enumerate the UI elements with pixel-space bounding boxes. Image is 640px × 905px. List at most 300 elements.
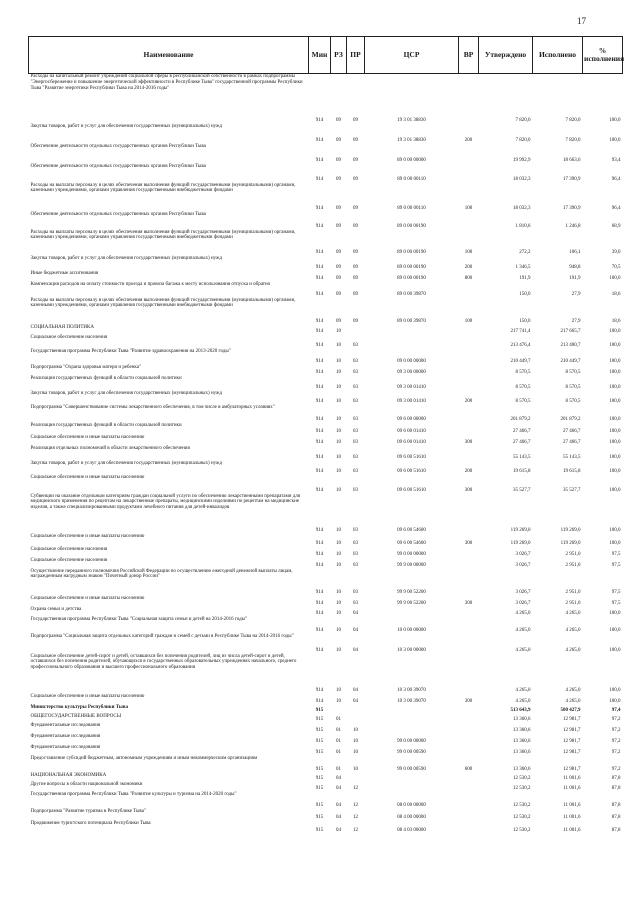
row-pr: 03 xyxy=(353,562,358,568)
table-row xyxy=(29,461,623,475)
row-executed: 12 981,7 xyxy=(563,727,581,733)
row-executed: 17 390,9 xyxy=(563,205,581,211)
row-approved: 513 643,9 xyxy=(510,707,531,713)
row-name: Подпрограмма "Совершенствование системы лекарственного обеспечения, в том числе в амбулаторных условиях" xyxy=(30,404,275,410)
row-pr: 03 xyxy=(353,384,358,390)
row-pr xyxy=(347,705,365,714)
table-row xyxy=(29,654,623,694)
row-approved: 210 449,7 xyxy=(510,358,531,364)
row-pr: 03 xyxy=(353,540,358,546)
row-percent: 100,0 xyxy=(609,687,621,693)
row-name: Обеспечение деятельности отдельных государственных органов Республики Тыва xyxy=(30,211,206,217)
row-csr: 09 6 00 51610 xyxy=(397,454,426,460)
row-vr: 200 xyxy=(464,264,473,270)
table-row xyxy=(29,446,623,461)
row-csr xyxy=(365,782,459,792)
row-vr xyxy=(459,723,479,734)
row-percent: 100,0 xyxy=(609,416,621,422)
row-name: Государственная программа Республики Тыва "Развитие здравоохранения на 2013-2020 годы" xyxy=(30,348,231,354)
table-row xyxy=(29,773,623,782)
row-vr: 300 xyxy=(464,600,473,606)
row-vr xyxy=(459,569,479,596)
row-csr xyxy=(365,325,459,335)
row-vr xyxy=(459,164,479,183)
table-row xyxy=(29,256,623,271)
table-row xyxy=(29,435,623,446)
header-executed: Исполнено xyxy=(533,37,583,74)
row-min: 914 xyxy=(315,249,324,255)
row-percent: 39,0 xyxy=(611,249,621,255)
row-vr xyxy=(459,607,479,617)
row-csr xyxy=(365,335,459,349)
row-pr xyxy=(347,325,365,335)
table-row xyxy=(29,335,623,349)
table-row xyxy=(29,723,623,734)
row-percent: 18,6 xyxy=(611,318,621,324)
row-name: Фундаментальные исследования xyxy=(30,744,101,750)
row-vr: 300 xyxy=(464,698,473,704)
row-percent: 100,0 xyxy=(609,369,621,375)
row-approved: 3 026,7 xyxy=(515,562,531,568)
row-vr xyxy=(459,809,479,821)
row-name: Реализация государственных функций в области социальной политики xyxy=(30,422,182,428)
table-row xyxy=(29,756,623,773)
row-min: 914 xyxy=(315,117,324,123)
row-name: Расходы на капитальный ремонт учреждений социальной сферы в республиканской собственности в рамках подпрограммы "Энергосбережение и повышение энергетической эффективности в Республике Тыва" государственной программы Республики Тыва "Развитие энергетики Республики Тыва на 2014-2016 годы" xyxy=(30,74,303,91)
row-vr: 300 xyxy=(464,540,473,546)
row-executed: 11 001,6 xyxy=(563,814,581,820)
row-pr: 04 xyxy=(353,687,358,693)
row-percent: 96,4 xyxy=(611,176,621,182)
row-csr: 19 3 01 38830 xyxy=(397,117,426,123)
row-rz: 09 xyxy=(336,117,341,123)
table-row xyxy=(29,782,623,792)
row-rz: 10 xyxy=(336,328,341,334)
row-executed: 2 951,0 xyxy=(565,600,581,606)
row-executed: 19 615,8 xyxy=(563,468,581,474)
row-percent: 100,0 xyxy=(609,439,621,445)
row-pr: 10 xyxy=(353,738,358,744)
row-pr: 12 xyxy=(353,827,358,833)
table-row xyxy=(29,212,623,230)
row-percent: 97,2 xyxy=(611,738,621,744)
row-rz: 01 xyxy=(336,766,341,772)
row-csr: 09 6 00 00000 xyxy=(397,416,426,422)
row-name: Подпрограмма "Социальная защита отдельных категорий граждан и семей с детьми в Республике Тыва на 2014-2016 годы" xyxy=(30,633,294,639)
row-name: Закупка товаров, работ и услуг для обеспечения государственных (муниципальных) нужд xyxy=(30,123,223,129)
header-pr: ПР xyxy=(347,37,365,74)
row-rz: 10 xyxy=(336,358,341,364)
table-row xyxy=(29,617,623,634)
row-rz: 04 xyxy=(336,802,341,808)
row-rz: 10 xyxy=(336,600,341,606)
row-min: 914 xyxy=(315,264,324,270)
row-min: 915 xyxy=(315,727,324,733)
row-min: 914 xyxy=(315,428,324,434)
row-approved: 213 476,4 xyxy=(510,342,531,348)
row-csr: 10 3 00 00000 xyxy=(397,647,426,653)
row-executed: 191,9 xyxy=(569,275,581,281)
row-name: Субвенции на оказание отдельным категориям граждан социальной услуги по обеспечению лекарственными препаратами для медицинского применения по рецептам на лекарственные препараты, медицинскими изделиями по рецептам на медицинские изделия, а также специализированными продуктами лечебного питания для детей-инвалидов xyxy=(30,493,301,510)
row-pr: 03 xyxy=(353,416,358,422)
row-pr: 09 xyxy=(353,205,358,211)
row-min: 915 xyxy=(315,775,324,781)
row-rz: 01 xyxy=(336,727,341,733)
row-csr xyxy=(365,773,459,782)
row-percent: 87,8 xyxy=(611,775,621,781)
row-pr: 12 xyxy=(353,802,358,808)
row-vr xyxy=(459,325,479,335)
row-rz: 10 xyxy=(336,468,341,474)
row-csr: 89 0 00 00110 xyxy=(397,176,426,182)
row-approved: 13 360,6 xyxy=(513,749,531,755)
row-min: 914 xyxy=(315,527,324,533)
table-row xyxy=(29,365,623,376)
row-rz: 09 xyxy=(336,176,341,182)
row-min: 914 xyxy=(315,291,324,297)
row-csr: 09 6 00 01410 xyxy=(397,439,426,445)
row-executed: 12 981,7 xyxy=(563,716,581,722)
row-percent: 100,0 xyxy=(609,328,621,334)
row-executed: 210 449,7 xyxy=(560,358,581,364)
row-percent: 100,0 xyxy=(609,610,621,616)
table-row xyxy=(29,596,623,607)
row-vr xyxy=(459,821,479,834)
row-vr xyxy=(459,773,479,782)
row-csr: 99 0 00 00590 xyxy=(397,749,426,755)
row-rz: 10 xyxy=(336,627,341,633)
row-pr: 03 xyxy=(353,342,358,348)
row-pr: 10 xyxy=(353,727,358,733)
row-min: 914 xyxy=(315,137,324,143)
row-rz: 09 xyxy=(336,223,341,229)
row-executed: 106,1 xyxy=(569,249,581,255)
row-vr xyxy=(459,335,479,349)
page-number: 17 xyxy=(577,16,586,26)
row-rz xyxy=(331,705,347,714)
row-csr: 08 4 03 00000 xyxy=(397,827,426,833)
row-rz: 04 xyxy=(336,814,341,820)
row-percent: 100,0 xyxy=(609,454,621,460)
row-rz: 10 xyxy=(336,398,341,404)
row-name: Социальное обеспечение детей-сирот и детей, оставшихся без попечения родителей, лиц из числа детей-сирот и детей, оставшихся без попечения родителей, обучающихся в государственных образовательных учреждениях начального, среднего профессионального образования и высшего профессионального образования xyxy=(30,653,297,670)
row-vr: 200 xyxy=(464,468,473,474)
row-csr: 09 3 00 01410 xyxy=(397,384,426,390)
row-rz: 04 xyxy=(336,775,341,781)
row-name: Компенсация расходов на оплату стоимости проезда и провоза багажа к месту использования отпуска и обратно xyxy=(30,281,271,287)
row-csr: 19 3 01 38830 xyxy=(397,137,426,143)
row-pr: 09 xyxy=(353,223,358,229)
table-row xyxy=(29,271,623,282)
table-row xyxy=(29,547,623,558)
row-name: Социальное обеспечение и иные выплаты населению xyxy=(30,474,145,480)
row-approved: 4 265,0 xyxy=(515,627,531,633)
row-name: СОЦИАЛЬНАЯ ПОЛИТИКА xyxy=(30,324,94,330)
row-vr xyxy=(459,349,479,365)
row-percent: 100,0 xyxy=(609,540,621,546)
table-row xyxy=(29,144,623,164)
row-min: 914 xyxy=(315,627,324,633)
row-pr: 03 xyxy=(353,454,358,460)
row-rz: 09 xyxy=(336,318,341,324)
row-csr: 10 3 00 39070 xyxy=(397,687,426,693)
row-approved: 4 265,0 xyxy=(515,698,531,704)
row-pr: 09 xyxy=(353,249,358,255)
row-percent: 100,0 xyxy=(609,647,621,653)
table-row xyxy=(29,349,623,365)
row-approved: 12 530,2 xyxy=(513,785,531,791)
row-vr xyxy=(459,547,479,558)
row-rz: 10 xyxy=(336,428,341,434)
table-row xyxy=(29,298,623,325)
row-csr: 89 0 00 39870 xyxy=(397,291,426,297)
table-row xyxy=(29,534,623,547)
table-row xyxy=(29,809,623,821)
row-executed: 11 001,6 xyxy=(563,785,581,791)
row-pr: 04 xyxy=(353,647,358,653)
row-csr: 09 6 00 51610 xyxy=(397,487,426,493)
row-vr: 800 xyxy=(464,275,473,281)
row-executed: 2 951,0 xyxy=(565,562,581,568)
budget-execution-table xyxy=(28,36,623,834)
row-rz: 09 xyxy=(336,205,341,211)
table-row xyxy=(29,694,623,705)
row-name: Подпрограмма "Охрана здоровья матери и ребенка" xyxy=(30,364,142,370)
row-approved: 1 346,5 xyxy=(515,264,531,270)
row-csr: 08 0 00 00000 xyxy=(397,802,426,808)
table-row xyxy=(29,325,623,335)
row-name: НАЦИОНАЛЬНАЯ ЭКОНОМИКА xyxy=(30,772,107,778)
row-min: 914 xyxy=(315,454,324,460)
row-csr: 89 0 00 39870 xyxy=(397,318,426,324)
row-executed: 17 390,9 xyxy=(563,176,581,182)
row-min: 914 xyxy=(315,223,324,229)
row-min: 915 xyxy=(315,802,324,808)
row-approved: 55 143,5 xyxy=(513,454,531,460)
row-percent: 87,8 xyxy=(611,802,621,808)
row-rz: 10 xyxy=(336,687,341,693)
table-row xyxy=(29,183,623,212)
row-csr: 09 6 00 51610 xyxy=(397,468,426,474)
row-min: 914 xyxy=(315,398,324,404)
row-csr xyxy=(365,723,459,734)
row-vr: 100 xyxy=(464,249,473,255)
row-name: Обеспечение деятельности отдельных государственных органов Республики Тыва xyxy=(30,163,206,169)
row-pr xyxy=(347,714,365,723)
row-pr: 09 xyxy=(353,318,358,324)
table-row xyxy=(29,282,623,298)
row-approved: 18 032,3 xyxy=(513,176,531,182)
row-approved: 272,2 xyxy=(519,249,531,255)
row-csr: 09 0 00 00000 xyxy=(397,358,426,364)
row-name: Другие вопросы в области национальной экономики xyxy=(30,781,143,787)
row-csr: 89 0 00 00190 xyxy=(397,223,426,229)
row-percent: 100,0 xyxy=(609,358,621,364)
row-approved: 119 269,0 xyxy=(510,527,531,533)
row-name: Подпрограмма "Развитие туризма в Республике Тыва" xyxy=(30,808,146,814)
row-min: 915 xyxy=(315,716,324,722)
row-executed: 11 001,6 xyxy=(563,827,581,833)
table-row xyxy=(29,734,623,745)
row-executed: 500 427,9 xyxy=(560,707,581,713)
row-vr xyxy=(459,792,479,809)
row-csr: 09 6 00 01410 xyxy=(397,428,426,434)
row-vr xyxy=(459,365,479,376)
row-percent: 97,5 xyxy=(611,600,621,606)
row-approved: 217 741,4 xyxy=(510,328,531,334)
row-approved: 27 466,7 xyxy=(513,439,531,445)
row-min: 915 xyxy=(315,738,324,744)
row-vr: 100 xyxy=(464,205,473,211)
row-vr xyxy=(459,745,479,756)
table-row xyxy=(29,494,623,534)
row-rz: 09 xyxy=(336,137,341,143)
row-executed: 8 570,5 xyxy=(565,369,581,375)
row-rz: 01 xyxy=(336,716,341,722)
row-percent: 87,8 xyxy=(611,827,621,833)
row-rz: 10 xyxy=(336,439,341,445)
row-csr: 10 3 00 39070 xyxy=(397,698,426,704)
row-pr xyxy=(347,773,365,782)
row-name: Министерство культуры Республики Тыва xyxy=(30,704,128,710)
row-min: 914 xyxy=(315,589,324,595)
row-approved: 8 570,5 xyxy=(515,369,531,375)
table-row xyxy=(29,607,623,617)
row-approved: 18 032,3 xyxy=(513,205,531,211)
row-approved: 7 820,0 xyxy=(515,137,531,143)
row-approved: 3 026,7 xyxy=(515,551,531,557)
row-executed: 11 001,6 xyxy=(563,775,581,781)
row-min: 915 xyxy=(315,827,324,833)
row-csr: 89 0 00 00190 xyxy=(397,275,426,281)
row-pr: 03 xyxy=(353,527,358,533)
row-vr: 300 xyxy=(464,487,473,493)
row-min: 914 xyxy=(315,647,324,653)
row-min: 914 xyxy=(315,540,324,546)
row-executed: 27,9 xyxy=(571,318,581,324)
row-approved: 4 265,0 xyxy=(515,610,531,616)
row-percent: 68,9 xyxy=(611,223,621,229)
row-percent: 100,0 xyxy=(609,275,621,281)
row-rz: 10 xyxy=(336,527,341,533)
row-name: Социальное обеспечение населения xyxy=(30,334,108,340)
row-min: 915 xyxy=(315,766,324,772)
row-percent: 70,5 xyxy=(611,264,621,270)
row-min: 914 xyxy=(315,275,324,281)
row-approved: 12 530,2 xyxy=(513,827,531,833)
row-approved: 35 527,7 xyxy=(513,487,531,493)
row-min: 914 xyxy=(315,342,324,348)
row-pr: 10 xyxy=(353,749,358,755)
row-min: 914 xyxy=(315,487,324,493)
row-min: 914 xyxy=(315,562,324,568)
row-approved: 3 026,7 xyxy=(515,589,531,595)
table-row xyxy=(29,705,623,714)
row-rz: 10 xyxy=(336,540,341,546)
row-approved: 201 879,2 xyxy=(510,416,531,422)
row-percent: 100,0 xyxy=(609,487,621,493)
row-pr: 03 xyxy=(353,439,358,445)
header-name: Наименование xyxy=(29,37,309,74)
row-rz: 10 xyxy=(336,698,341,704)
table-row xyxy=(29,124,623,144)
row-pr: 03 xyxy=(353,487,358,493)
row-executed: 12 981,7 xyxy=(563,738,581,744)
row-approved: 12 530,2 xyxy=(513,814,531,820)
row-percent: 100,0 xyxy=(609,627,621,633)
row-csr: 99 9 00 52200 xyxy=(397,589,426,595)
table-row xyxy=(29,745,623,756)
row-executed: 27 466,7 xyxy=(563,428,581,434)
row-approved: 13 360,6 xyxy=(513,766,531,772)
row-executed: 11 001,6 xyxy=(563,802,581,808)
row-csr: 89 0 00 00000 xyxy=(397,157,426,163)
row-vr xyxy=(459,654,479,694)
row-executed: 1 246,8 xyxy=(565,223,581,229)
row-vr xyxy=(459,734,479,745)
header-approved: Утверждено xyxy=(479,37,533,74)
row-csr: 09 6 00 54600 xyxy=(397,527,426,533)
row-approved: 12 530,2 xyxy=(513,802,531,808)
row-percent: 96,4 xyxy=(611,205,621,211)
row-executed: 948,8 xyxy=(569,264,581,270)
row-approved: 4 265,0 xyxy=(515,687,531,693)
row-executed: 4 265,0 xyxy=(565,610,581,616)
row-csr: 89 0 00 00190 xyxy=(397,264,426,270)
row-percent: 100,0 xyxy=(609,384,621,390)
row-executed: 217 665,7 xyxy=(560,328,581,334)
header-min: Мин xyxy=(309,37,331,74)
row-executed: 7 820,0 xyxy=(565,117,581,123)
row-min: 914 xyxy=(315,157,324,163)
row-rz: 09 xyxy=(336,157,341,163)
table-row xyxy=(29,376,623,391)
row-rz: 10 xyxy=(336,384,341,390)
row-min: 914 xyxy=(315,610,324,616)
row-csr: 99 9 00 52200 xyxy=(397,600,426,606)
row-executed: 4 265,0 xyxy=(565,687,581,693)
row-percent: 18,6 xyxy=(611,291,621,297)
row-pr: 04 xyxy=(353,698,358,704)
row-percent: 97,2 xyxy=(611,749,621,755)
row-name: Социальное обеспечение и иные выплаты населению xyxy=(30,595,145,601)
row-csr: 09 6 00 54600 xyxy=(397,540,426,546)
row-name: Государственная программа Республики Тыва "Развитие культуры и туризма на 2014-2020 годы" xyxy=(30,791,237,797)
row-vr xyxy=(459,705,479,714)
table-row xyxy=(29,792,623,809)
row-name: Расходы на выплаты персоналу в целях обеспечения выполнения функций государственными (муниципальными) органами, казенными учреждениями, органами управления государственными внебюджетными фондами xyxy=(30,297,296,309)
row-approved: 8 570,5 xyxy=(515,398,531,404)
row-approved: 150,0 xyxy=(519,318,531,324)
row-csr: 08 4 00 00000 xyxy=(397,814,426,820)
row-name: Закупка товаров, работ и услуг для обеспечения государственных (муниципальных) нужд xyxy=(30,255,223,261)
row-min: 914 xyxy=(315,687,324,693)
row-rz: 10 xyxy=(336,342,341,348)
row-name: ОБЩЕГОСУДАРСТВЕННЫЕ ВОПРОСЫ xyxy=(30,713,122,719)
row-min: 914 xyxy=(315,698,324,704)
row-pr: 10 xyxy=(353,766,358,772)
row-name: Государственная программа Республики Тыва "Социальная защита семьи и детей на 2014-2016 годы" xyxy=(30,616,248,622)
row-approved: 150,0 xyxy=(519,291,531,297)
row-pr: 12 xyxy=(353,814,358,820)
row-vr xyxy=(459,423,479,435)
row-approved: 19 992,9 xyxy=(513,157,531,163)
row-csr: 99 0 00 00000 xyxy=(397,551,426,557)
table-row xyxy=(29,475,623,494)
row-pr: 03 xyxy=(353,468,358,474)
row-csr: 99 9 00 00000 xyxy=(397,562,426,568)
row-csr xyxy=(365,607,459,617)
